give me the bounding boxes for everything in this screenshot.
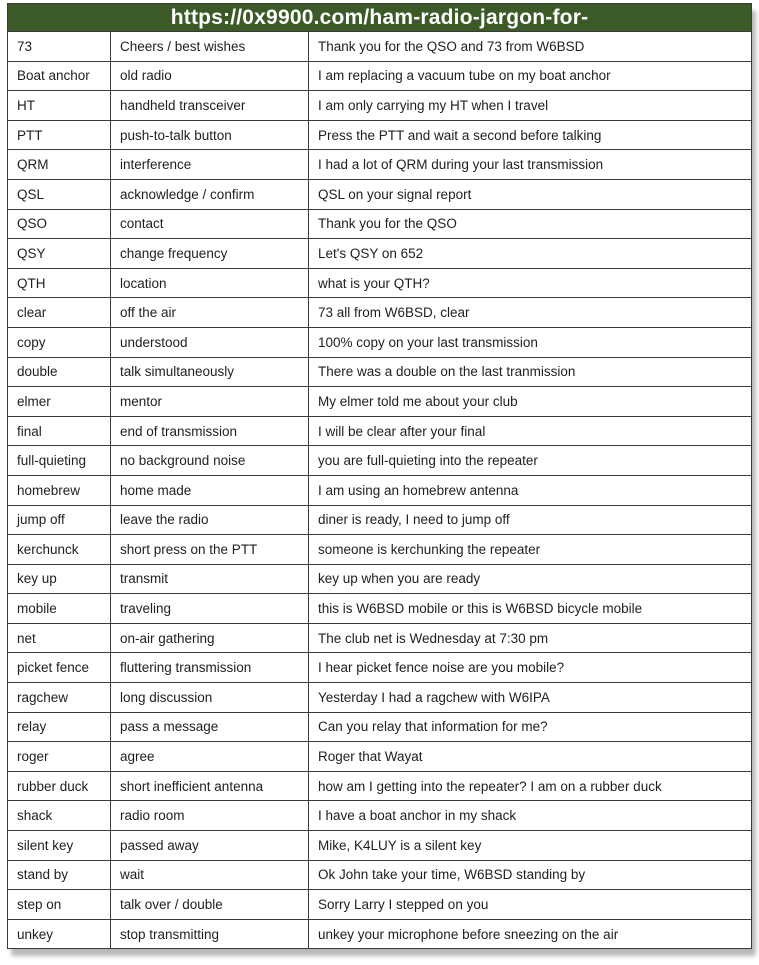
meaning-cell: old radio	[111, 61, 309, 91]
table-row	[8, 683, 752, 713]
table-row	[8, 298, 752, 328]
term-cell: mobile	[8, 594, 111, 624]
term-cell: final	[8, 416, 111, 446]
table-row	[8, 239, 752, 269]
table-row	[8, 919, 752, 949]
example-cell: 100% copy on your last transmission	[309, 327, 752, 357]
table-row	[8, 712, 752, 742]
term-cell: ragchew	[8, 683, 111, 713]
table-row	[8, 653, 752, 683]
example-cell: I had a lot of QRM during your last transmission	[309, 150, 752, 180]
example-cell: diner is ready, I need to jump off	[309, 505, 752, 535]
term-cell: step on	[8, 890, 111, 920]
term-cell: HT	[8, 91, 111, 121]
meaning-cell: pass a message	[111, 712, 309, 742]
term-cell: QRM	[8, 150, 111, 180]
example-cell: I am replacing a vacuum tube on my boat anchor	[309, 61, 752, 91]
table-row	[8, 505, 752, 535]
table-row	[8, 61, 752, 91]
table-row	[8, 742, 752, 772]
meaning-cell: fluttering transmission	[111, 653, 309, 683]
meaning-cell: interference	[111, 150, 309, 180]
term-cell: key up	[8, 564, 111, 594]
meaning-cell: on-air gathering	[111, 623, 309, 653]
term-cell: relay	[8, 712, 111, 742]
table-row	[8, 771, 752, 801]
example-cell: I am using an homebrew antenna	[309, 475, 752, 505]
meaning-cell: handheld transceiver	[111, 91, 309, 121]
example-cell: you are full-quieting into the repeater	[309, 446, 752, 476]
table-row	[8, 268, 752, 298]
example-cell: someone is kerchunking the repeater	[309, 535, 752, 565]
table-row	[8, 623, 752, 653]
example-cell: how am I getting into the repeater? I am on a rubber duck	[309, 771, 752, 801]
example-cell: Sorry Larry I stepped on you	[309, 890, 752, 920]
example-cell: Can you relay that information for me?	[309, 712, 752, 742]
term-cell: stand by	[8, 860, 111, 890]
term-cell: homebrew	[8, 475, 111, 505]
meaning-cell: Cheers / best wishes	[111, 32, 309, 62]
table-row	[8, 594, 752, 624]
example-cell: Mike, K4LUY is a silent key	[309, 831, 752, 861]
meaning-cell: end of transmission	[111, 416, 309, 446]
example-cell: There was a double on the last tranmission	[309, 357, 752, 387]
table-row	[8, 91, 752, 121]
meaning-cell: wait	[111, 860, 309, 890]
table-row	[8, 416, 752, 446]
table-row	[8, 890, 752, 920]
term-cell: full-quieting	[8, 446, 111, 476]
term-cell: rubber duck	[8, 771, 111, 801]
term-cell: net	[8, 623, 111, 653]
table-row	[8, 327, 752, 357]
url-title-bar	[7, 3, 752, 32]
jargon-table-body	[8, 32, 752, 949]
example-cell: I am only carrying my HT when I travel	[309, 91, 752, 121]
table-row	[8, 831, 752, 861]
meaning-cell: agree	[111, 742, 309, 772]
term-cell: Boat anchor	[8, 61, 111, 91]
table-row	[8, 209, 752, 239]
meaning-cell: mentor	[111, 387, 309, 417]
meaning-cell: stop transmitting	[111, 919, 309, 949]
table-row	[8, 564, 752, 594]
table-row	[8, 860, 752, 890]
example-cell: what is your QTH?	[309, 268, 752, 298]
table-row	[8, 120, 752, 150]
term-cell: double	[8, 357, 111, 387]
term-cell: unkey	[8, 919, 111, 949]
table-row	[8, 357, 752, 387]
example-cell: unkey your microphone before sneezing on the air	[309, 919, 752, 949]
table-row	[8, 32, 752, 62]
term-cell: clear	[8, 298, 111, 328]
table-row	[8, 535, 752, 565]
meaning-cell: short inefficient antenna	[111, 771, 309, 801]
term-cell: QSY	[8, 239, 111, 269]
meaning-cell: radio room	[111, 801, 309, 831]
example-cell: 73 all from W6BSD, clear	[309, 298, 752, 328]
term-cell: QSL	[8, 179, 111, 209]
meaning-cell: location	[111, 268, 309, 298]
example-cell: Roger that Wayat	[309, 742, 752, 772]
example-cell: Thank you for the QSO	[309, 209, 752, 239]
meaning-cell: traveling	[111, 594, 309, 624]
example-cell: I have a boat anchor in my shack	[309, 801, 752, 831]
meaning-cell: long discussion	[111, 683, 309, 713]
meaning-cell: passed away	[111, 831, 309, 861]
table-row	[8, 179, 752, 209]
example-cell: Yesterday I had a ragchew with W6IPA	[309, 683, 752, 713]
table-row	[8, 387, 752, 417]
example-cell: I will be clear after your final	[309, 416, 752, 446]
table-row	[8, 150, 752, 180]
meaning-cell: talk simultaneously	[111, 357, 309, 387]
example-cell: Thank you for the QSO and 73 from W6BSD	[309, 32, 752, 62]
example-cell: Ok John take your time, W6BSD standing by	[309, 860, 752, 890]
term-cell: jump off	[8, 505, 111, 535]
meaning-cell: talk over / double	[111, 890, 309, 920]
table-row	[8, 475, 752, 505]
meaning-cell: contact	[111, 209, 309, 239]
table-row	[8, 801, 752, 831]
example-cell: My elmer told me about your club	[309, 387, 752, 417]
term-cell: silent key	[8, 831, 111, 861]
example-cell: Press the PTT and wait a second before talking	[309, 120, 752, 150]
example-cell: I hear picket fence noise are you mobile?	[309, 653, 752, 683]
term-cell: shack	[8, 801, 111, 831]
jargon-table-panel	[7, 3, 752, 949]
url-title: https://0x9900.com/ham-radio-jargon-for-	[170, 5, 589, 29]
meaning-cell: home made	[111, 475, 309, 505]
term-cell: PTT	[8, 120, 111, 150]
term-cell: QSO	[8, 209, 111, 239]
meaning-cell: transmit	[111, 564, 309, 594]
jargon-table	[7, 31, 752, 949]
meaning-cell: off the air	[111, 298, 309, 328]
meaning-cell: push-to-talk button	[111, 120, 309, 150]
term-cell: QTH	[8, 268, 111, 298]
term-cell: roger	[8, 742, 111, 772]
term-cell: elmer	[8, 387, 111, 417]
meaning-cell: leave the radio	[111, 505, 309, 535]
term-cell: copy	[8, 327, 111, 357]
term-cell: kerchunck	[8, 535, 111, 565]
example-cell: this is W6BSD mobile or this is W6BSD bicycle mobile	[309, 594, 752, 624]
meaning-cell: change frequency	[111, 239, 309, 269]
meaning-cell: no background noise	[111, 446, 309, 476]
meaning-cell: understood	[111, 327, 309, 357]
example-cell: Let's QSY on 652	[309, 239, 752, 269]
example-cell: QSL on your signal report	[309, 179, 752, 209]
meaning-cell: acknowledge / confirm	[111, 179, 309, 209]
term-cell: picket fence	[8, 653, 111, 683]
term-cell: 73	[8, 32, 111, 62]
table-row	[8, 446, 752, 476]
meaning-cell: short press on the PTT	[111, 535, 309, 565]
example-cell: The club net is Wednesday at 7:30 pm	[309, 623, 752, 653]
example-cell: key up when you are ready	[309, 564, 752, 594]
